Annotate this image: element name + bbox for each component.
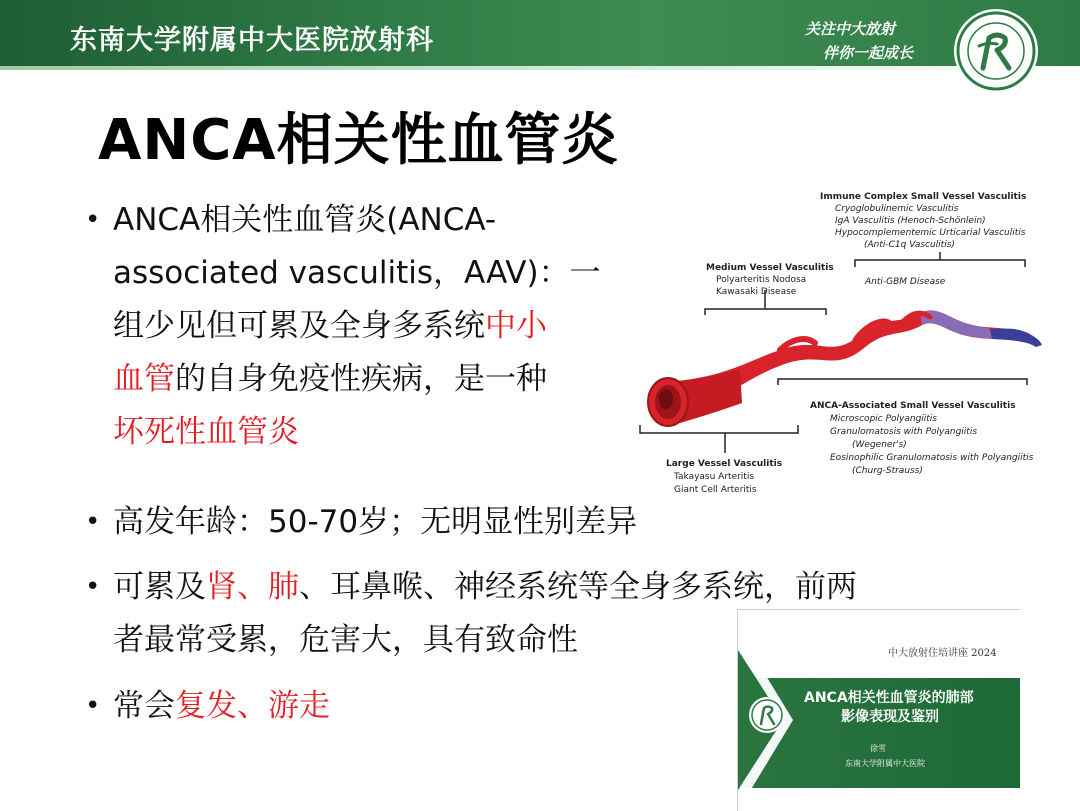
bullet1-line4 <box>113 353 633 406</box>
bullet-dot-icon: • <box>85 205 101 235</box>
large-vessel-item: Takayasu Arteritis <box>674 472 755 482</box>
bullet1-line3-text: 组少见但可累及全身多系统 <box>113 308 485 344</box>
immune-complex-item: Cryoglobulinemic Vasculitis <box>835 204 959 214</box>
large-vessel-item: Giant Cell Arteritis <box>674 485 757 495</box>
anca-heading: ANCA-Associated Small Vessel Vasculitis <box>810 401 1016 411</box>
lecture-author: 徐雪 <box>870 744 886 753</box>
header-title: 东南大学附属中大医院放射科 <box>70 25 434 56</box>
bullet4-separator: 、 <box>237 688 268 724</box>
vessel-blue-segment <box>990 329 1042 347</box>
anca-item: (Wegener's) <box>852 440 907 450</box>
bullet3-highlight-lung: 肺 <box>268 569 299 605</box>
bullet3-highlight-kidney: 肾 <box>206 569 237 605</box>
large-vessel-heading: Large Vessel Vasculitis <box>666 459 783 469</box>
hospital-logo-icon <box>953 8 1039 94</box>
bullet3-line2: 者最常受累，危害大，具有致命性 <box>113 622 578 658</box>
anti-gbm-label: Anti-GBM Disease <box>865 277 946 287</box>
bullet3-text-rest: 、耳鼻喉、神经系统等全身多系统，前两 <box>299 569 857 605</box>
bullet1-highlight-vessel: 血管 <box>113 361 175 397</box>
anca-item: Granulomatosis with Polyangiitis <box>830 427 978 437</box>
lecture-title-line1: ANCA相关性血管炎的肺部 <box>804 690 974 706</box>
bullet4-highlight-relapse: 复发 <box>175 688 237 724</box>
anca-item: Eosinophilic Granulomatosis with Polyangiitis <box>830 453 1034 463</box>
medium-vessel-heading: Medium Vessel Vasculitis <box>706 263 834 273</box>
bullet3-line1 <box>113 561 993 614</box>
bullet-dot-icon: • <box>85 691 101 721</box>
lecture-series: 中大放射住培讲座 2024 <box>888 648 997 659</box>
bullet1-line2: associated vasculitis，AAV)：一 <box>113 255 601 291</box>
bullet2-text: 高发年龄：50-70岁；无明显性别差异 <box>113 504 638 540</box>
slogan-line-2: 伴你一起成长 <box>823 44 914 62</box>
bullet3-separator: 、 <box>237 569 268 605</box>
medium-vessel-bracket <box>705 309 826 315</box>
bullet1-line1: ANCA相关性血管炎(ANCA- <box>113 202 497 238</box>
bullet1-line3 <box>113 300 633 353</box>
immune-complex-item: (Anti-C1q Vasculitis) <box>864 240 955 250</box>
lecture-card <box>737 609 1020 811</box>
bullet-relapse <box>85 680 613 733</box>
bullet-definition <box>85 194 633 459</box>
card-logo-icon <box>748 696 786 734</box>
bullet-age <box>85 496 813 549</box>
bullet1-highlight-small-medium: 中小 <box>485 308 547 344</box>
immune-complex-heading: Immune Complex Small Vessel Vasculitis <box>820 192 1027 202</box>
slogan-line-1: 关注中大放射 <box>805 20 896 38</box>
vessel-vasculitis-diagram <box>630 185 1070 505</box>
anca-item: (Churg-Strauss) <box>852 466 923 476</box>
bullet3-text: 可累及 <box>113 569 206 605</box>
bullet1-line4-text: 的自身免疫性疾病，是一种 <box>175 361 547 397</box>
header-banner <box>0 0 1080 70</box>
immune-complex-bracket <box>855 260 1025 267</box>
bullet4-text: 常会 <box>113 688 175 724</box>
lecture-title-line2: 影像表现及鉴别 <box>841 709 939 725</box>
bullet1-highlight-necrotizing: 坏死性血管炎 <box>113 414 299 450</box>
anca-item: Microscopic Polyangiitis <box>830 414 937 424</box>
bullet4-highlight-migrate: 游走 <box>268 688 330 724</box>
medium-vessel-item: Polyarteritis Nodosa <box>716 275 807 285</box>
bullet-dot-icon: • <box>85 507 101 537</box>
immune-complex-item: IgA Vasculitis (Henoch-Schönlein) <box>835 216 986 226</box>
medium-vessel-item: Kawasaki Disease <box>716 287 797 297</box>
anca-bracket <box>778 379 1027 385</box>
slide-title: ANCA相关性血管炎 <box>98 108 619 173</box>
bullet-dot-icon: • <box>85 572 101 602</box>
immune-complex-item: Hypocomplementemic Urticarial Vasculitis <box>835 228 1026 238</box>
lecture-organization: 东南大学附属中大医院 <box>845 759 925 768</box>
